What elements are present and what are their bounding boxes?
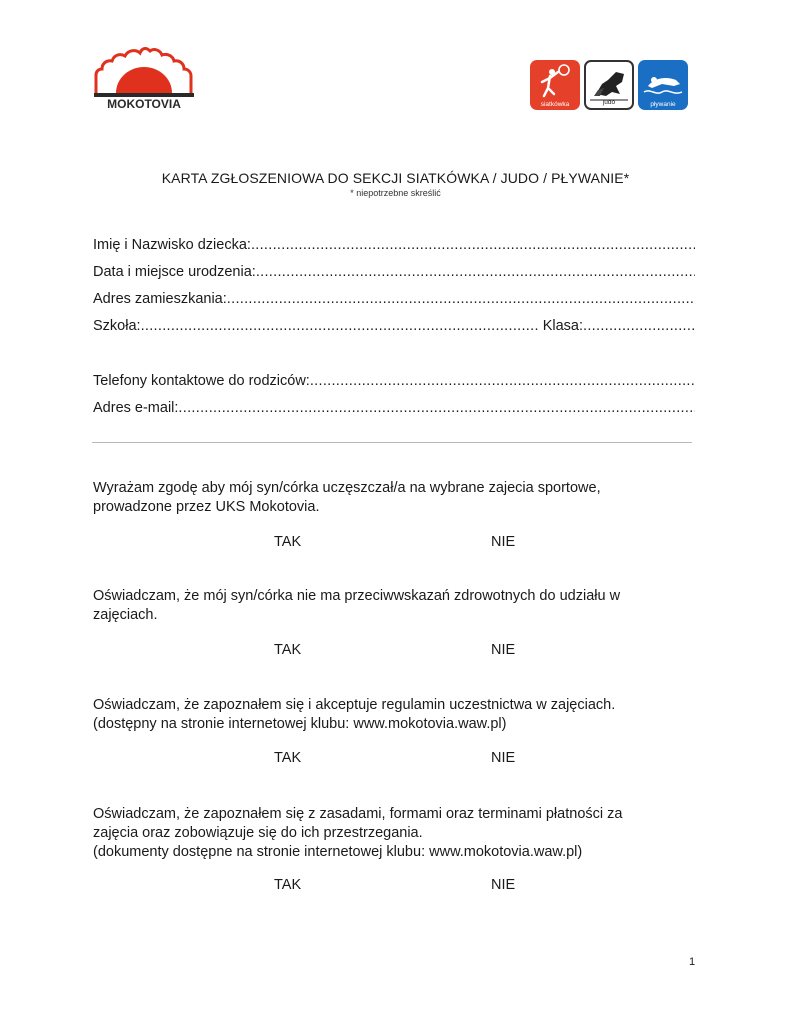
fill-in-line[interactable] [256, 264, 695, 280]
mokotovia-logo [90, 45, 198, 115]
divider [92, 442, 692, 443]
yes-option[interactable]: TAK [274, 750, 302, 766]
fill-in-line[interactable] [251, 237, 695, 253]
field-label: Adres e-mail: [93, 400, 179, 416]
no-option[interactable]: NIE [491, 750, 516, 766]
fill-in-line[interactable] [141, 318, 539, 334]
field-label: Adres zamieszkania: [93, 291, 227, 307]
statement-payments [93, 805, 693, 862]
statement-line: (dokumenty dostępne na stronie internetowej klubu: www.mokotovia.waw.pl) [93, 844, 583, 860]
logo-wordmark: MOKOTOVIA [107, 97, 181, 111]
phones-field[interactable] [93, 373, 695, 389]
yes-option[interactable]: TAK [274, 534, 302, 550]
volleyball-tile [530, 60, 580, 110]
address-field[interactable] [93, 291, 695, 307]
statement-line: Wyrażam zgodę aby mój syn/córka uczęszczał/a na wybrane zajecia sportowe, [93, 480, 601, 496]
field-label: Data i miejsce urodzenia: [93, 264, 256, 280]
yes-option[interactable]: TAK [274, 877, 302, 893]
statement-line: Oświadczam, że zapoznałem się i akceptuje regulamin uczestnictwa w zajęciach. [93, 697, 616, 713]
form-title: KARTA ZGŁOSZENIOWA DO SEKCJI SIATKÓWKA / JUDO / PŁYWANIE* [161, 170, 630, 186]
fill-in-line[interactable] [227, 291, 695, 307]
statement-line: prowadzone przez UKS Mokotovia. [93, 499, 320, 515]
statement-line: (dostępny na stronie internetowej klubu: www.mokotovia.waw.pl) [93, 716, 507, 732]
fill-in-line[interactable] [178, 400, 695, 416]
field-label: Imię i Nazwisko dziecka: [93, 237, 251, 253]
sport-label: siatkówka [540, 101, 570, 108]
no-option[interactable]: NIE [491, 642, 516, 658]
statement-line: Oświadczam, że zapoznałem się z zasadami, formami oraz terminami płatności za [93, 806, 623, 822]
yes-option[interactable]: TAK [274, 642, 302, 658]
statement-consent [93, 479, 693, 517]
field-label: Klasa: [542, 318, 583, 334]
email-field[interactable] [93, 400, 695, 416]
statement-line: zajęciach. [93, 607, 158, 623]
fill-in-line[interactable] [310, 373, 695, 389]
no-option[interactable]: NIE [491, 534, 516, 550]
field-label: Telefony kontaktowe do rodziców: [93, 373, 310, 389]
no-option[interactable]: NIE [491, 877, 516, 893]
field-label: Szkoła: [93, 318, 141, 334]
swimming-tile [638, 60, 688, 110]
statement-line: zajęcia oraz zobowiązuje się do ich przestrzegania. [93, 825, 423, 841]
statement-line: Oświadczam, że mój syn/córka nie ma przeciwwskazań zdrowotnych do udziału w [93, 588, 621, 604]
fill-in-line[interactable] [583, 318, 695, 334]
school-field[interactable] [93, 318, 695, 334]
form-subtitle: * niepotrzebne skreślić [350, 188, 441, 198]
statement-regulations [93, 696, 693, 734]
judo-tile [584, 60, 634, 110]
child-name-field[interactable] [93, 237, 695, 253]
sport-label: pływanie [650, 101, 676, 108]
statement-health [93, 587, 693, 625]
birth-field[interactable] [93, 264, 695, 280]
page-number: 1 [689, 956, 696, 968]
sports-icons [530, 60, 688, 110]
sport-label: judo [602, 99, 616, 106]
